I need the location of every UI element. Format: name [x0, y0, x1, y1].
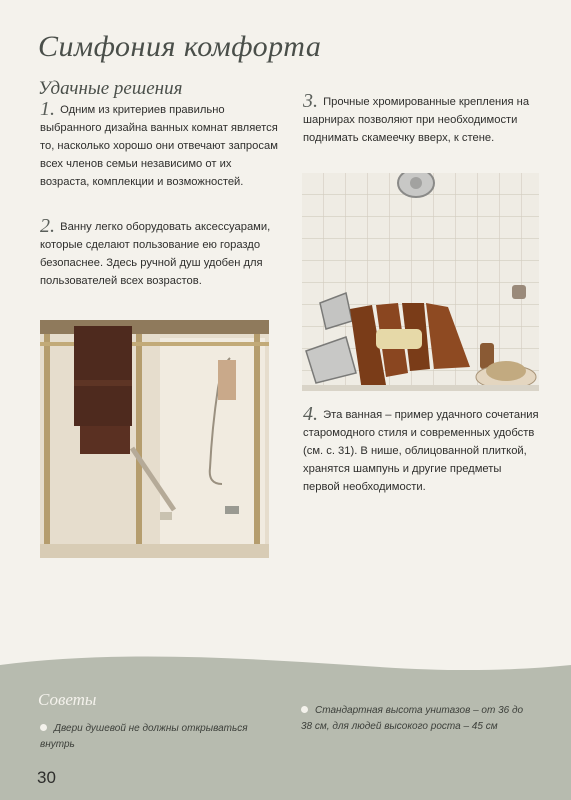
- paragraph-text: Эта ванная – пример удачного сочетания старомодного стиля и современных удобств (см. с. 31). В нише, облицованной плиткой, хранятся шампунь и другие предметы первой необходимости.: [303, 409, 539, 493]
- paragraph-4: [303, 405, 541, 496]
- tip-item: [40, 721, 268, 753]
- page-number: 30: [37, 768, 56, 787]
- bullet-icon: [301, 706, 308, 713]
- tip-item: [301, 703, 526, 735]
- paragraph-1: [40, 100, 278, 191]
- paragraph-text: Одним из критериев правильно выбранного дизайна ванных комнат является то, насколько хорошо они отвечают запросам всех членов семьи независимо от их возраста, комплекции и возможностей.: [40, 104, 278, 188]
- paragraph-3: [303, 92, 541, 147]
- tips-title: Советы: [38, 690, 97, 709]
- paragraph-number: 2.: [40, 215, 55, 237]
- tip-text: Двери душевой не должны открываться внутрь: [40, 723, 248, 750]
- paragraph-number: 3.: [303, 90, 318, 112]
- page-title: Симфония комфорта: [38, 30, 322, 63]
- section-subtitle: Удачные решения: [38, 78, 183, 99]
- paragraph-number: 4.: [303, 403, 318, 425]
- paragraph-number: 1.: [40, 98, 55, 120]
- bullet-icon: [40, 724, 47, 731]
- paragraph-text: Ванну легко оборудовать аксессуарами, которые сделают пользование ею гораздо безопаснее. Здесь ручной душ удобен для пользователей всех возрастов.: [40, 221, 271, 287]
- tip-text: Стандартная высота унитазов – от 36 до 38 см, для людей высокого роста – 45 см: [301, 705, 524, 732]
- paragraph-text: Прочные хромированные крепления на шарнирах позволяют при необходимости поднимать скамеечку вверх, к стене.: [303, 96, 530, 144]
- shower-photo: [40, 320, 269, 558]
- paragraph-2: [40, 217, 278, 290]
- bench-photo: [302, 173, 539, 391]
